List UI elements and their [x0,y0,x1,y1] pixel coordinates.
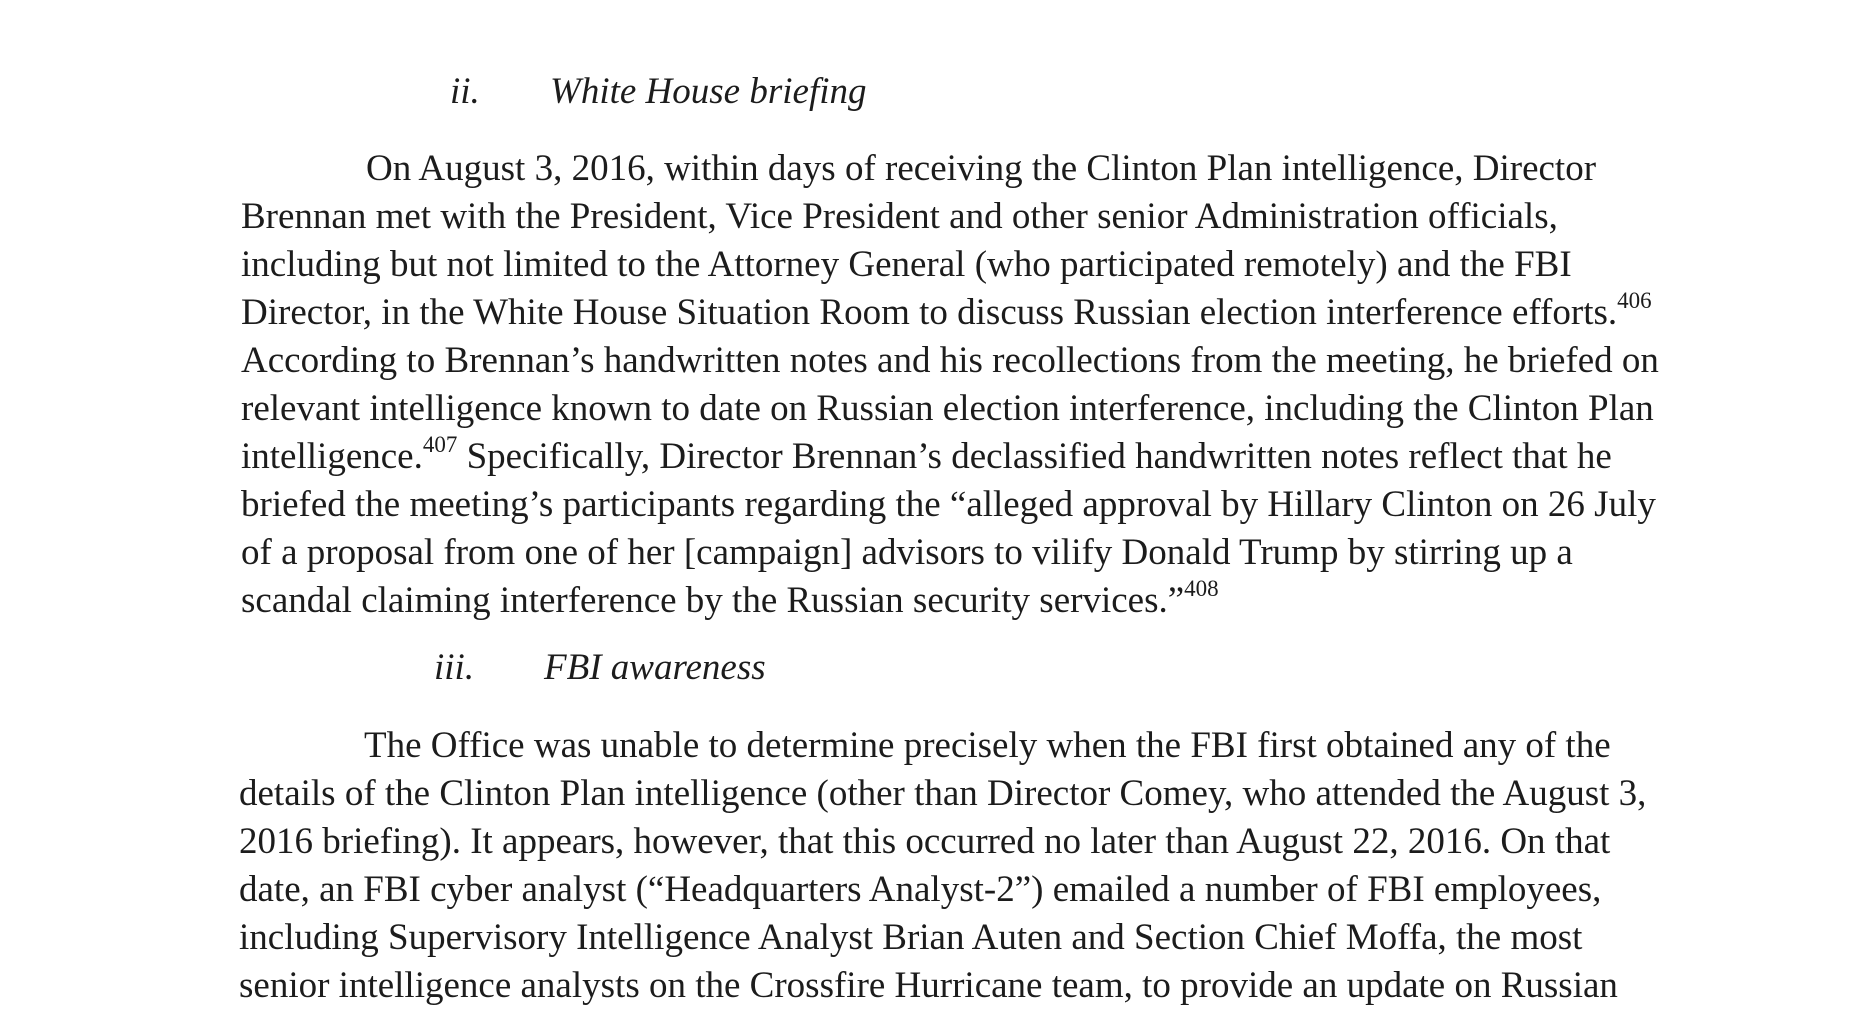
paragraph-line: Brennan met with the President, Vice President and other senior Administration officials, [241,196,1558,237]
section-number: iii. [434,647,475,688]
paragraph-line: The Office was unable to determine precisely when the FBI first obtained any of the [364,725,1611,766]
paragraph-line: of a proposal from one of her [campaign] advisors to vilify Donald Trump by stirring up a [241,532,1573,573]
paragraph-line: intelligence.$^{407}$ Specifically, Director Brennan’s declassified handwritten notes reflect that he [241,432,1612,477]
paragraph-fbi-awareness [239,722,1646,1010]
paragraph-line: details of the Clinton Plan intelligence (other than Director Comey, who attended the August 3, [239,773,1647,814]
paragraph-line: 2016 briefing). It appears, however, that this occurred no later than August 22, 2016. On that [239,821,1611,862]
paragraph-white-house-briefing [241,145,1659,625]
paragraph-line: According to Brennan’s handwritten notes and his recollections from the meeting, he briefed on [241,340,1659,381]
paragraph-line: senior intelligence analysts on the Crossfire Hurricane team, to provide an update on Russian [239,965,1618,1006]
paragraph-line: On August 3, 2016, within days of receiving the Clinton Plan intelligence, Director [366,148,1597,189]
paragraph-line: relevant intelligence known to date on Russian election interference, including the Clinton Plan [241,388,1654,429]
footnote-ref-407[interactable]: 407 [422,432,458,457]
paragraph-line: date, an FBI cyber analyst (“Headquarters Analyst-2”) emailed a number of FBI employees, [239,869,1602,910]
section-title: FBI awareness [544,647,766,688]
footnote-ref-408[interactable]: 408 [1184,576,1219,601]
paragraph-line: scandal claiming interference by the Russian security services.”$^{408}$ [241,576,1219,621]
paragraph-line: including Supervisory Intelligence Analyst Brian Auten and Section Chief Moffa, the most [239,917,1583,958]
paragraph-line: Director, in the White House Situation Room to discuss Russian election interference efforts.$^{406}$ [241,288,1652,333]
paragraph-line: briefed the meeting’s participants regarding the “alleged approval by Hillary Clinton on 26 July [241,484,1656,525]
paragraph-line: including but not limited to the Attorney General (who participated remotely) and the FBI [241,244,1572,285]
section-number: ii. [450,71,480,112]
footnote-ref-406[interactable]: 406 [1617,288,1652,313]
section-title: White House briefing [550,71,867,112]
